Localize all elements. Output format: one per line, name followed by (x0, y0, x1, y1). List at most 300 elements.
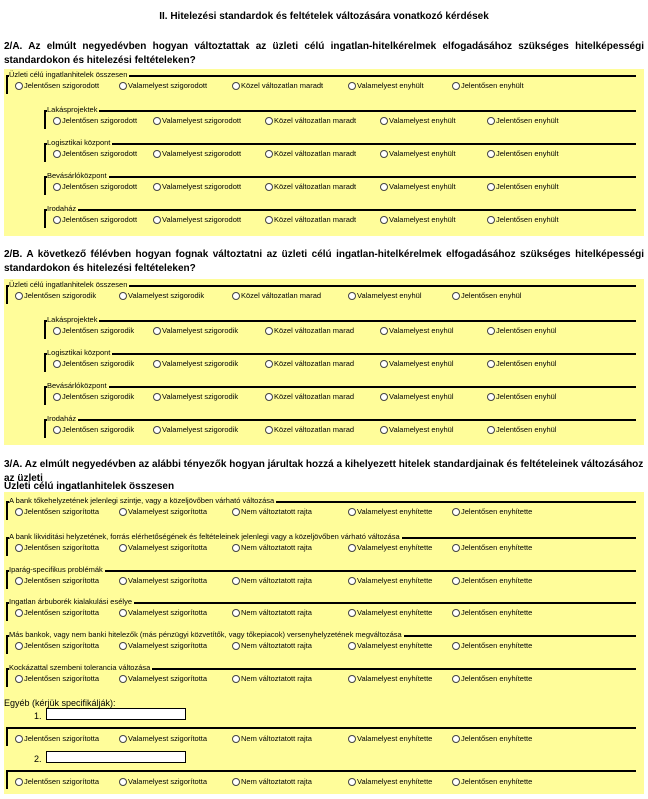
radio-circle-icon[interactable] (380, 183, 388, 191)
radio-options (47, 392, 636, 402)
group-bracket (44, 110, 46, 129)
radio-option[interactable] (348, 507, 432, 517)
group-total (6, 280, 636, 304)
radio-option[interactable] (15, 777, 99, 787)
radio-option[interactable] (487, 326, 556, 336)
radio-circle-icon[interactable] (348, 778, 356, 786)
radio-option-label: Jelentősen enyhül (496, 359, 557, 368)
radio-circle-icon[interactable] (380, 150, 388, 158)
radio-circle-icon[interactable] (380, 393, 388, 401)
radio-option-label: Jelentősen szigorította (24, 608, 100, 617)
radio-option[interactable] (452, 608, 532, 618)
radio-circle-icon[interactable] (232, 735, 240, 743)
radio-option-label: Valamelyest enyhítette (357, 641, 433, 650)
radio-circle-icon[interactable] (15, 544, 23, 552)
radio-option-label: Jelentősen szigorodott (62, 149, 138, 158)
radio-option[interactable] (487, 425, 556, 435)
radio-circle-icon[interactable] (15, 82, 23, 90)
radio-option[interactable] (15, 641, 99, 651)
radio-option[interactable] (380, 425, 453, 435)
radio-circle-icon[interactable] (53, 393, 61, 401)
radio-option-label: Nem változtatott rajta (241, 608, 312, 617)
radio-option-label: Valamelyest enyhült (389, 215, 456, 224)
radio-circle-icon[interactable] (119, 642, 127, 650)
radio-circle-icon[interactable] (153, 216, 161, 224)
radio-circle-icon[interactable] (487, 393, 495, 401)
radio-circle-icon[interactable] (452, 735, 460, 743)
radio-option[interactable] (232, 576, 312, 586)
radio-circle-icon[interactable] (348, 508, 356, 516)
radio-circle-icon[interactable] (232, 577, 240, 585)
radio-option-label: Valamelyest enyhült (357, 81, 424, 90)
radio-option[interactable] (487, 359, 556, 369)
radio-circle-icon[interactable] (119, 544, 127, 552)
radio-option[interactable] (53, 425, 134, 435)
radio-option-label: Valamelyest enyhítette (357, 608, 433, 617)
radio-circle-icon[interactable] (265, 150, 273, 158)
radio-option-label: Valamelyest enyhül (389, 359, 454, 368)
radio-circle-icon[interactable] (232, 675, 240, 683)
radio-option[interactable] (380, 359, 453, 369)
radio-option[interactable] (232, 608, 312, 618)
radio-option-label: Jelentősen szigorodik (62, 392, 135, 401)
radio-options (9, 777, 636, 787)
radio-option[interactable] (452, 576, 532, 586)
radio-option-label: Jelentősen enyhítette (461, 543, 533, 552)
radio-circle-icon[interactable] (53, 117, 61, 125)
radio-options (47, 182, 636, 192)
radio-option[interactable] (265, 326, 354, 336)
radio-option[interactable] (119, 734, 207, 744)
radio-option-label: Valamelyest szigorodik (162, 326, 239, 335)
radio-circle-icon[interactable] (487, 150, 495, 158)
radio-option-label: Jelentősen szigorította (24, 543, 100, 552)
radio-option[interactable] (380, 116, 456, 126)
radio-circle-icon[interactable] (348, 544, 356, 552)
group-subcategory (44, 138, 636, 162)
other-item-2-group (6, 765, 636, 789)
radio-circle-icon[interactable] (348, 292, 356, 300)
radio-option[interactable] (119, 543, 207, 553)
group-bracket (44, 386, 46, 405)
radio-option[interactable] (119, 608, 207, 618)
radio-option[interactable] (15, 81, 99, 91)
radio-option-label: Valamelyest enyhült (389, 182, 456, 191)
radio-option-label: Valamelyest enyhült (389, 149, 456, 158)
radio-option-label: Valamelyest szigorította (128, 608, 208, 617)
radio-option-label: Valamelyest szigorította (128, 777, 208, 786)
radio-circle-icon[interactable] (119, 778, 127, 786)
question-2a-panel (4, 69, 644, 236)
radio-circle-icon[interactable] (15, 577, 23, 585)
radio-option-label: Közel változatlan maradt (274, 182, 357, 191)
radio-circle-icon[interactable] (153, 360, 161, 368)
radio-option-label: Közel változatlan marad (274, 359, 355, 368)
group-label: Lakásprojektek (47, 315, 98, 324)
group-subcategory (44, 348, 636, 372)
radio-circle-icon[interactable] (53, 183, 61, 191)
group-bracket (6, 537, 8, 556)
radio-option[interactable] (53, 359, 134, 369)
radio-circle-icon[interactable] (53, 426, 61, 434)
radio-option-label: Nem változtatott rajta (241, 507, 312, 516)
radio-circle-icon[interactable] (15, 642, 23, 650)
radio-circle-icon[interactable] (232, 82, 240, 90)
group-label: Bevásárlóközpont (47, 171, 107, 180)
radio-option[interactable] (348, 81, 424, 91)
radio-option-label: Jelentősen szigorította (24, 734, 100, 743)
radio-circle-icon[interactable] (232, 292, 240, 300)
radio-circle-icon[interactable] (15, 292, 23, 300)
radio-option[interactable] (452, 734, 532, 744)
group-total (6, 70, 636, 94)
radio-circle-icon[interactable] (265, 183, 273, 191)
radio-option-label: Jelentősen szigorodott (24, 81, 100, 90)
radio-option[interactable] (153, 149, 241, 159)
radio-options (9, 674, 636, 684)
other-item-1-input[interactable] (46, 708, 186, 720)
radio-option[interactable] (380, 326, 453, 336)
radio-circle-icon[interactable] (265, 216, 273, 224)
radio-option[interactable] (15, 674, 99, 684)
group-label: Logisztikai központ (47, 348, 111, 357)
radio-circle-icon[interactable] (265, 393, 273, 401)
radio-option-label: Valamelyest enyhül (389, 326, 454, 335)
group-rule (44, 386, 636, 388)
radio-circle-icon[interactable] (232, 642, 240, 650)
radio-option[interactable] (348, 608, 432, 618)
radio-circle-icon[interactable] (452, 609, 460, 617)
radio-circle-icon[interactable] (348, 735, 356, 743)
radio-option[interactable] (15, 291, 96, 301)
radio-option[interactable] (452, 641, 532, 651)
radio-options (9, 608, 636, 618)
radio-options (47, 359, 636, 369)
radio-option[interactable] (232, 641, 312, 651)
radio-circle-icon[interactable] (452, 544, 460, 552)
radio-circle-icon[interactable] (452, 675, 460, 683)
radio-option[interactable] (232, 734, 312, 744)
radio-options (47, 149, 636, 159)
radio-option[interactable] (15, 608, 99, 618)
radio-option[interactable] (153, 425, 238, 435)
radio-option[interactable] (153, 215, 241, 225)
radio-option[interactable] (265, 116, 356, 126)
radio-circle-icon[interactable] (265, 426, 273, 434)
radio-circle-icon[interactable] (452, 778, 460, 786)
radio-option-label: Jelentősen szigorodik (24, 291, 97, 300)
group-bracket (6, 668, 8, 687)
radio-option-label: Valamelyest szigorodott (128, 81, 208, 90)
radio-option-label: Valamelyest enyhítette (357, 507, 433, 516)
radio-circle-icon[interactable] (15, 735, 23, 743)
radio-option-label: Valamelyest szigorodott (162, 182, 242, 191)
radio-option[interactable] (452, 777, 532, 787)
radio-option[interactable] (232, 777, 312, 787)
radio-circle-icon[interactable] (348, 609, 356, 617)
radio-option[interactable] (380, 149, 456, 159)
radio-option-label: Közel változatlan marad (274, 392, 355, 401)
radio-circle-icon[interactable] (119, 577, 127, 585)
group-rule (44, 143, 636, 145)
radio-circle-icon[interactable] (53, 150, 61, 158)
radio-option-label: Valamelyest enyhült (389, 116, 456, 125)
group-bracket (44, 353, 46, 372)
radio-option[interactable] (487, 215, 559, 225)
radio-circle-icon[interactable] (452, 577, 460, 585)
radio-options (9, 641, 636, 651)
radio-option[interactable] (452, 543, 532, 553)
radio-circle-icon[interactable] (119, 609, 127, 617)
radio-option-label: Jelentősen szigorodott (62, 215, 138, 224)
group-bracket (6, 570, 8, 589)
radio-option[interactable] (487, 116, 559, 126)
radio-circle-icon[interactable] (15, 778, 23, 786)
radio-options (47, 326, 636, 336)
radio-circle-icon[interactable] (15, 508, 23, 516)
radio-option[interactable] (119, 641, 207, 651)
radio-option[interactable] (487, 392, 556, 402)
radio-option[interactable] (119, 81, 207, 91)
radio-option-label: Jelentősen szigorodik (62, 359, 135, 368)
group-label: Kockázattal szembeni tolerancia változása (9, 663, 151, 672)
radio-circle-icon[interactable] (119, 508, 127, 516)
radio-circle-icon[interactable] (232, 508, 240, 516)
radio-option[interactable] (232, 543, 312, 553)
radio-option-label: Jelentősen szigorította (24, 641, 100, 650)
radio-option-label: Jelentősen enyhítette (461, 777, 533, 786)
radio-option[interactable] (348, 576, 432, 586)
radio-option-label: Nem változtatott rajta (241, 674, 312, 683)
radio-option[interactable] (53, 116, 137, 126)
other-item-1-number: 1. (34, 711, 42, 721)
radio-circle-icon[interactable] (232, 609, 240, 617)
radio-option[interactable] (119, 777, 207, 787)
radio-option[interactable] (119, 674, 207, 684)
factor-group (6, 532, 636, 556)
radio-option[interactable] (348, 291, 421, 301)
radio-circle-icon[interactable] (487, 360, 495, 368)
group-subcategory (44, 171, 636, 195)
group-rule (6, 727, 636, 729)
group-label: A bank likviditási helyzetének, forrás elérhetőségének és feltételeinek jelenlegi vagy a közeljövőben várható változása (9, 532, 400, 541)
radio-option[interactable] (232, 507, 312, 517)
radio-circle-icon[interactable] (380, 216, 388, 224)
group-label: Bevásárlóközpont (47, 381, 107, 390)
radio-options (9, 734, 636, 744)
radio-circle-icon[interactable] (380, 360, 388, 368)
radio-option[interactable] (348, 734, 432, 744)
group-label: Iparág-specifikus problémák (9, 565, 103, 574)
radio-circle-icon[interactable] (265, 360, 273, 368)
radio-circle-icon[interactable] (53, 327, 61, 335)
radio-option[interactable] (452, 81, 524, 91)
group-subcategory (44, 204, 636, 228)
radio-option[interactable] (153, 182, 241, 192)
radio-option-label: Közel változatlan maradt (274, 215, 357, 224)
radio-circle-icon[interactable] (232, 778, 240, 786)
group-rule (44, 320, 636, 322)
radio-option[interactable] (15, 576, 99, 586)
radio-option[interactable] (348, 777, 432, 787)
radio-circle-icon[interactable] (15, 675, 23, 683)
radio-option-label: Jelentősen enyhítette (461, 734, 533, 743)
radio-option[interactable] (232, 291, 321, 301)
radio-option-label: Valamelyest szigorította (128, 576, 208, 585)
question-3a-panel (4, 492, 644, 794)
radio-circle-icon[interactable] (487, 426, 495, 434)
radio-option[interactable] (119, 507, 207, 517)
radio-option-label: Jelentősen enyhült (496, 182, 559, 191)
radio-option-label: Jelentősen enyhítette (461, 641, 533, 650)
radio-option-label: Jelentősen szigorította (24, 674, 100, 683)
group-bracket (6, 770, 8, 789)
radio-option[interactable] (153, 359, 238, 369)
radio-circle-icon[interactable] (53, 360, 61, 368)
radio-option-label: Valamelyest enyhítette (357, 734, 433, 743)
radio-circle-icon[interactable] (153, 117, 161, 125)
radio-option[interactable] (53, 182, 137, 192)
radio-circle-icon[interactable] (265, 117, 273, 125)
radio-option[interactable] (380, 182, 456, 192)
group-label: Más bankok, vagy nem banki hitelezők (más pénzügyi közvetítők, vagy tőkepiacok) versenyhelyzetének megváltozása (9, 630, 402, 639)
radio-circle-icon[interactable] (265, 327, 273, 335)
radio-option-label: Valamelyest szigorodik (162, 392, 239, 401)
group-bracket (44, 209, 46, 228)
radio-option[interactable] (53, 326, 134, 336)
radio-options (9, 507, 636, 517)
radio-option[interactable] (348, 674, 432, 684)
radio-option-label: Jelentősen enyhítette (461, 674, 533, 683)
radio-circle-icon[interactable] (153, 327, 161, 335)
radio-option[interactable] (53, 392, 134, 402)
radio-circle-icon[interactable] (119, 82, 127, 90)
radio-option[interactable] (265, 392, 354, 402)
other-item-2-input[interactable] (46, 751, 186, 763)
radio-option[interactable] (348, 641, 432, 651)
group-bracket (44, 176, 46, 195)
radio-option[interactable] (53, 215, 137, 225)
radio-option-label: Valamelyest enyhítette (357, 674, 433, 683)
radio-circle-icon[interactable] (380, 426, 388, 434)
radio-option-label: Valamelyest szigorodott (162, 215, 242, 224)
radio-option[interactable] (15, 507, 99, 517)
radio-circle-icon[interactable] (153, 150, 161, 158)
radio-circle-icon[interactable] (53, 216, 61, 224)
question-2a-heading: 2/A. Az elmúlt negyedévben hogyan változtattak az üzleti célú ingatlan-hitelkérelmek elfogadásához szükséges hitelképességi standardokon és hitelezési feltételeken? (4, 41, 644, 66)
group-label: Logisztikai központ (47, 138, 111, 147)
radio-option[interactable] (15, 543, 99, 553)
radio-option-label: Jelentősen enyhítette (461, 507, 533, 516)
radio-option-label: Valamelyest enyhítette (357, 543, 433, 552)
radio-circle-icon[interactable] (153, 183, 161, 191)
radio-circle-icon[interactable] (380, 117, 388, 125)
group-bracket (6, 501, 8, 520)
radio-option[interactable] (380, 215, 456, 225)
radio-option-label: Jelentősen szigorította (24, 777, 100, 786)
radio-option-label: Jelentősen enyhült (496, 215, 559, 224)
radio-option[interactable] (53, 149, 137, 159)
radio-circle-icon[interactable] (452, 82, 460, 90)
radio-option[interactable] (452, 507, 532, 517)
radio-option-label: Nem változtatott rajta (241, 777, 312, 786)
section-title: II. Hitelezési standardok és feltételek változására vonatkozó kérdések (159, 11, 489, 22)
radio-options (9, 291, 636, 301)
radio-option[interactable] (265, 215, 356, 225)
other-item-2-number: 2. (34, 754, 42, 764)
radio-circle-icon[interactable] (348, 675, 356, 683)
radio-option[interactable] (487, 149, 559, 159)
group-bracket (6, 635, 8, 654)
radio-option-label: Valamelyest szigorította (128, 641, 208, 650)
radio-circle-icon[interactable] (153, 393, 161, 401)
radio-circle-icon[interactable] (380, 327, 388, 335)
radio-option[interactable] (380, 392, 453, 402)
radio-option[interactable] (348, 543, 432, 553)
radio-option[interactable] (452, 291, 521, 301)
radio-option-label: Valamelyest enyhítette (357, 777, 433, 786)
group-bracket (6, 727, 8, 746)
radio-option-label: Közel változatlan maradt (241, 81, 324, 90)
radio-option[interactable] (265, 149, 356, 159)
radio-option-label: Valamelyest szigorodott (162, 116, 242, 125)
radio-option[interactable] (153, 116, 241, 126)
radio-circle-icon[interactable] (487, 216, 495, 224)
radio-option[interactable] (119, 576, 207, 586)
radio-option-label: Jelentősen enyhítette (461, 608, 533, 617)
radio-option[interactable] (153, 326, 238, 336)
radio-option[interactable] (265, 182, 356, 192)
radio-option-label: Jelentősen szigorodott (62, 182, 138, 191)
radio-option-label: Jelentősen enyhítette (461, 576, 533, 585)
radio-option[interactable] (119, 291, 204, 301)
radio-circle-icon[interactable] (452, 642, 460, 650)
radio-option[interactable] (232, 81, 323, 91)
group-label: Ingatlan árbuborék kialakulási esélye (9, 597, 132, 606)
radio-circle-icon[interactable] (452, 292, 460, 300)
radio-circle-icon[interactable] (119, 292, 127, 300)
radio-circle-icon[interactable] (348, 82, 356, 90)
radio-option[interactable] (265, 359, 354, 369)
radio-option[interactable] (265, 425, 354, 435)
radio-option[interactable] (153, 392, 238, 402)
radio-circle-icon[interactable] (15, 609, 23, 617)
group-bracket (44, 419, 46, 438)
radio-circle-icon[interactable] (487, 183, 495, 191)
radio-circle-icon[interactable] (232, 544, 240, 552)
radio-circle-icon[interactable] (487, 117, 495, 125)
radio-option-label: Valamelyest szigorodik (128, 291, 205, 300)
radio-option-label: Valamelyest szigorodik (162, 425, 239, 434)
radio-circle-icon[interactable] (119, 735, 127, 743)
radio-circle-icon[interactable] (153, 426, 161, 434)
group-subcategory (44, 315, 636, 339)
radio-circle-icon[interactable] (348, 642, 356, 650)
radio-circle-icon[interactable] (348, 577, 356, 585)
radio-option[interactable] (232, 674, 312, 684)
group-rule (44, 209, 636, 211)
radio-option-label: Valamelyest enyhítette (357, 576, 433, 585)
radio-option[interactable] (452, 674, 532, 684)
radio-circle-icon[interactable] (452, 508, 460, 516)
group-bracket (44, 320, 46, 339)
radio-option[interactable] (487, 182, 559, 192)
radio-option[interactable] (15, 734, 99, 744)
radio-option-label: Nem változtatott rajta (241, 734, 312, 743)
group-subcategory (44, 381, 636, 405)
radio-circle-icon[interactable] (119, 675, 127, 683)
radio-circle-icon[interactable] (487, 327, 495, 335)
